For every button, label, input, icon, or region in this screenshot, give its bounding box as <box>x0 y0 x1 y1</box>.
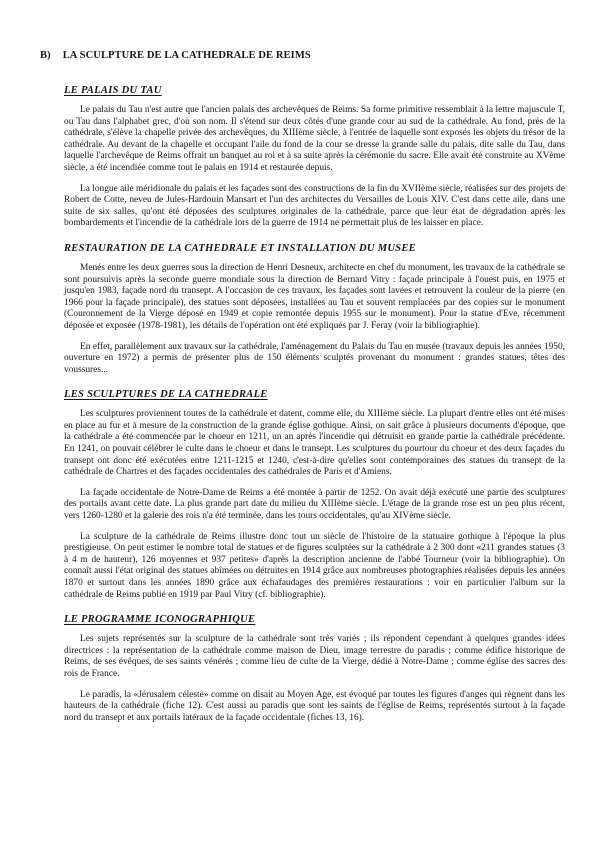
section-sculptures <box>64 389 565 601</box>
paragraph: La façade occidentale de Notre-Dame de Reims a été montée à partir de 1252. On avait déjà exécuté une partie des sculptures des portails avant cette date. La plus grande part date du milieu du XIIIème siècle. L'étage de la grande rose est un peu plus récent, vers 1260-1280 et la galerie des rois n'a été terminée, dans les tours occidentales, qu'au XIVème siècle. <box>64 487 565 522</box>
paragraph: La sculpture de la cathédrale de Reims illustre donc tout un siècle de l'histoire de la statuaire gothique à l'époque la plus prestigieuse. On peut estimer le nombre total de statues et de figures sculptées sur la cathédrale à 2 300 dont «211 grandes statues (3 à 4 m de hauteur), 126 moyennes et 937 petites» d'après la description ancienne de l'abbé Tourneur (voir la bibliographie). On connaît aussi l'état original des statues abîmées ou détruites en 1914 grâce aux nombreuses photographies réalisées depuis les années 1870 et surtout dans les années 1890 grâce aux échafaudages des premières restaurations : voir en particulier l'album sur la cathédrale de Reims publié en 1919 par Paul Vitry (cf. bibliographie). <box>64 531 565 600</box>
section-title: LE PROGRAMME ICONOGRAPHIQUE <box>64 614 256 626</box>
heading-title: LA SCULPTURE DE LA CATHEDRALE DE REIMS <box>62 50 311 61</box>
main-heading <box>40 50 565 61</box>
section-title: LE PALAIS DU TAU <box>64 85 162 96</box>
paragraph: La longue aile méridionale du palais et les façades sont des constructions de la fin du XVIIème siècle, réalisées sur des projets de Robert de Cotte, neveu de Jules-Hardouin Mansart et l'un des architectes du Versailles de Louis XIV. C'est dans cette aile, dans une suite de six salles, qu'ont été déposées des sculptures originales de la cathédrale, parce que leur état de dégradation après les bombardements et l'incendie de la cathédrale lors de la guerre de 1914 ne permettait plus de les laisser en place. <box>64 183 565 229</box>
paragraph: Les sujets représentés sur la sculpture de la cathédrale sont très variés ; ils répondent cependant à quelques grandes idées directrices : la représentation de la cathédrale comme maison de Dieu, image terrestre du paradis ; comme édifice historique de Reims, de ses évêques, de ses saints vénérés ; comme lieu de culte de la Vierge, dédié à Notre-Dame ; comme église des sacres des rois de France. <box>64 634 565 679</box>
paragraph: Le palais du Tau n'est autre que l'ancien palais des archevêques de Reims. Sa forme primitive ressemblait à la lettre majuscule T, ou Tau dans l'alphabet grec, d'où son nom. Il s'étend sur deux côtés d'une grande cour au sud de la cathédrale. Au fond, près de la cathédrale, s'élève la chapelle privée des archevêques, du XIIIème siècle, à l'entrée de laquelle sont exposés les objets du trésor de la cathédrale. Au devant de la chapelle et occupant l'aile du fond de la cour se dresse la grande salle du palais, dite salle du Tau, dans laquelle l'archevêque de Reims offrait un banquet au roi et à sa suite après la cérémonie du sacre. Elle avait été construite au XVème siècle, a été incendiée comme tout le palais en 1914 et restaurée depuis. <box>64 105 565 173</box>
section-palais-du-tau <box>64 85 565 230</box>
section-title: RESTAURATION DE LA CATHEDRALE ET INSTALLATION DU MUSEE <box>64 242 416 254</box>
paragraph: Menés entre les deux guerres sous la direction de Henri Desneux, architecte en chef du monument, les travaux de la cathédrale se sont poursuivis après la seconde guerre mondiale sous la direction de Bernard Vitry : façade principale à l'ouest puis, en 1975 et jusqu'en 1983, façade nord du transept. A l'occasion de ces travaux, les façades sont lavées et retrouvent la couleur de la pierre (en 1966 pour la façade principale), des statues sont déposées, installées au Tau et souvent remplacées par des copies sur le monument (Couronnement de la Vierge déposé en 1949 et copie remontée depuis 1955 sur le monument). Pour la statue d'Eve, récemment déposée et exposée (1978-1981), les détails de l'opération ont été expliqués par J. Feray (voir la bibliographie). <box>64 262 565 331</box>
section-title: LES SCULPTURES DE LA CATHEDRALE <box>64 389 268 401</box>
paragraph: Les sculptures proviennent toutes de la cathédrale et datent, comme elle, du XIIIème siècle. La plupart d'entre elles ont été mises en place au fur et à mesure de la construction de la grande église gothique. Ainsi, on sait grâce à plusieurs documents d'époque, que la cathédrale a été commencée par le choeur en 1211, un an après l'incendie qui détruisit en grande partie la cathédrale précédente. En 1241, on pouvait célébrer le culte dans le choeur et dans le transept. Les sculptures du pourtour du choeur et des deux façades du transept ont donc été exécutées entre 1211-1215 et 1240, c'est-à-dire qu'elles sont contemporaines des statues du transept de la cathédrale de Chartres et des façades occidentales des cathédrales de Paris et d'Amiens. <box>64 409 565 478</box>
heading-letter: B) <box>40 50 51 61</box>
paragraph: En effet, parallèlement aux travaux sur la cathédrale, l'aménagement du Palais du Tau en musée (travaux depuis les années 1950, ouverture en 1972) a permis de présenter plus de 150 éléments sculptés provenant du monument : grandes statues, têtes des voussures... <box>64 341 565 375</box>
section-programme-iconographique <box>64 614 565 724</box>
paragraph: Le paradis, la «Jérusalem céleste» comme on disait au Moyen Age, est évoqué par toutes les figures d'anges qui règnent dans les hauteurs de la cathédrale (fiche 12). C'est aussi au paradis que sont les saints de l'église de Reims, représentés surtout à la façade nord du transept et aux portails latéraux de la façade occidentale (fiches 13, 16). <box>64 689 565 723</box>
section-restauration <box>64 243 565 376</box>
